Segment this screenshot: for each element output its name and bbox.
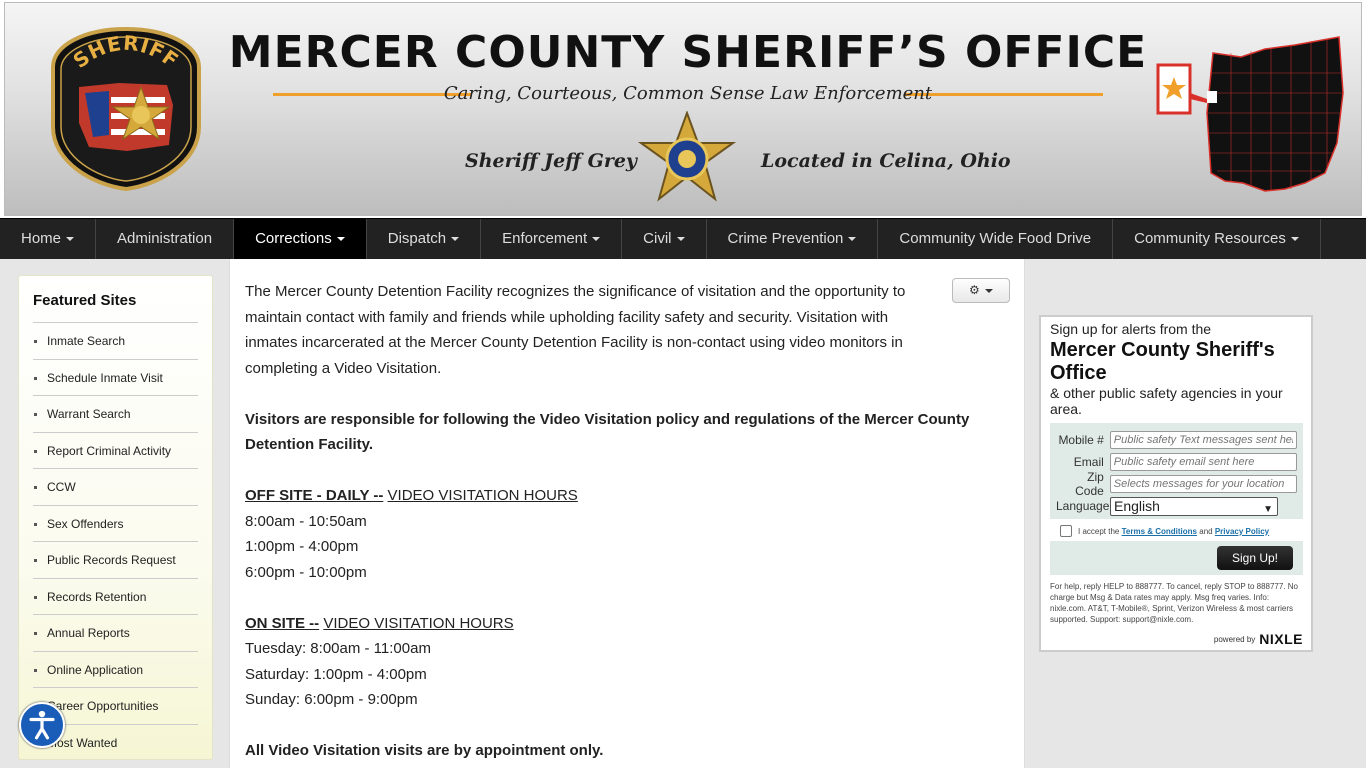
onsite-heading-label: ON SITE -- <box>245 614 320 632</box>
email-label: Email <box>1073 455 1104 469</box>
nav-community-resources[interactable] <box>1113 219 1321 259</box>
site-title: MERCER COUNTY SHERIFF’S OFFICE <box>228 27 1148 78</box>
zip-input[interactable] <box>1110 475 1297 493</box>
nav-dispatch-label: Dispatch <box>387 230 447 247</box>
nav-civil-label: Civil <box>643 230 672 247</box>
sidebar-item-inmate-search[interactable]: Inmate Search <box>33 323 198 360</box>
main-content <box>229 259 1025 768</box>
onsite-heading-hours: VIDEO VISITATION HOURS <box>323 614 514 632</box>
onsite-hours-tuesday: Tuesday: 8:00am - 11:00am <box>245 640 431 657</box>
offsite-heading <box>245 483 1009 509</box>
nav-corrections[interactable] <box>234 219 367 259</box>
nav-dispatch[interactable] <box>367 219 481 259</box>
onsite-hours-sunday: Sunday: 6:00pm - 9:00pm <box>245 691 418 708</box>
sheriff-name: Sheriff Jeff Grey <box>465 150 637 172</box>
nav-administration-label: Administration <box>117 230 213 247</box>
nav-corrections-label: Corrections <box>255 230 332 247</box>
nav-crime-prevention[interactable] <box>707 219 879 259</box>
sidebar-item-warrant-search[interactable]: Warrant Search <box>33 396 198 433</box>
sidebar-item-report-criminal-activity[interactable]: Report Criminal Activity <box>33 433 198 470</box>
svg-text:SHERIFF: SHERIFF <box>68 30 184 73</box>
terms-link[interactable]: Terms & Conditions <box>1121 526 1198 536</box>
settings-dropdown-button[interactable] <box>952 278 1010 303</box>
tagline-row <box>273 83 1103 107</box>
language-select[interactable] <box>1110 497 1278 516</box>
sidebar-item-most-wanted[interactable]: Most Wanted <box>33 725 198 761</box>
offsite-hours-1: 8:00am - 10:50am <box>245 512 367 530</box>
offsite-hours-2: 1:00pm - 4:00pm <box>245 538 359 555</box>
nav-administration[interactable] <box>96 219 234 259</box>
sidebar-item-records-retention[interactable]: Records Retention <box>33 579 198 616</box>
nixle-form <box>1050 423 1303 519</box>
terms-and: and <box>1199 526 1213 536</box>
onsite-hours-saturday: Saturday: 1:00pm - 4:00pm <box>245 665 427 683</box>
gear-icon: ⚙ <box>968 283 980 297</box>
nixle-powered-by <box>1214 631 1303 647</box>
signup-area <box>1050 541 1303 575</box>
sidebar-item-annual-reports[interactable]: Annual Reports <box>33 615 198 652</box>
zip-row <box>1056 470 1297 498</box>
chevron-down-icon <box>985 289 993 293</box>
main-navigation <box>0 218 1366 259</box>
sidebar-item-ccw[interactable]: CCW <box>33 469 198 506</box>
terms-prefix: I accept the <box>1078 526 1120 536</box>
sidebar-item-sex-offenders[interactable]: Sex Offenders <box>33 506 198 543</box>
zip-label: Zip Code <box>1075 470 1104 498</box>
chevron-down-icon <box>337 237 345 241</box>
chevron-down-icon <box>848 237 856 241</box>
onsite-heading <box>245 611 1009 637</box>
nav-civil[interactable] <box>622 219 706 259</box>
intro-paragraph: The Mercer County Detention Facility recognizes the significance of visitation and the opportunity to maintain contact with family and friends while upholding facility safety and security. Visitation with inmates incarcerated at the Mercer County Detention Facility is non-contact using video monitors in completing a Video Visitation. <box>245 283 906 377</box>
appointment-notice: All Video Visitation visits are by appointment only. <box>245 742 604 759</box>
mobile-input[interactable] <box>1110 431 1297 449</box>
star-badge-icon <box>637 111 737 207</box>
featured-sites-sidebar <box>18 275 213 760</box>
nixle-intro: Sign up for alerts from the <box>1050 321 1212 337</box>
sidebar-item-schedule-visit[interactable]: Schedule Inmate Visit <box>33 360 198 397</box>
nav-enforcement[interactable] <box>481 219 622 259</box>
chevron-down-icon <box>1291 237 1299 241</box>
accessibility-icon[interactable] <box>19 702 65 748</box>
mobile-row <box>1056 429 1297 451</box>
chevron-down-icon <box>66 237 74 241</box>
language-value: English <box>1114 497 1160 514</box>
nav-enforcement-label: Enforcement <box>502 230 588 247</box>
offsite-heading-hours: VIDEO VISITATION HOURS <box>387 487 578 504</box>
terms-checkbox[interactable] <box>1060 525 1072 537</box>
nav-food-drive[interactable] <box>878 219 1113 259</box>
offsite-heading-label: OFF SITE - DAILY -- <box>245 487 384 504</box>
nixle-agency-name: Mercer County Sheriff's Office <box>1050 339 1275 384</box>
nav-community-resources-label: Community Resources <box>1134 230 1286 247</box>
terms-row <box>1050 519 1303 539</box>
sidebar-item-public-records[interactable]: Public Records Request <box>33 542 198 579</box>
sidebar-title: Featured Sites <box>33 276 198 323</box>
nav-crime-prevention-label: Crime Prevention <box>727 230 844 247</box>
nixle-signup-widget <box>1039 315 1313 652</box>
nixle-subtext: & other public safety agencies in your area. <box>1050 385 1283 417</box>
site-header <box>0 0 1366 218</box>
sidebar-item-online-application[interactable]: Online Application <box>33 652 198 689</box>
header-banner <box>4 2 1362 216</box>
language-row <box>1056 495 1297 517</box>
chevron-down-icon <box>451 237 459 241</box>
sidebar-item-career-opportunities[interactable]: Career Opportunities <box>33 688 198 725</box>
chevron-down-icon: ▼ <box>1263 503 1273 515</box>
privacy-link[interactable]: Privacy Policy <box>1214 526 1270 536</box>
nixle-logo[interactable]: NIXLE <box>1259 631 1303 647</box>
nav-home[interactable] <box>0 219 96 259</box>
language-label: Language <box>1056 499 1110 513</box>
powered-by-label: powered by <box>1213 634 1256 644</box>
policy-statement: Visitors are responsible for following the Video Visitation policy and regulations of the Mercer County Detention Facility. <box>245 410 970 453</box>
offsite-hours-3: 6:00pm - 10:00pm <box>245 563 367 581</box>
chevron-down-icon <box>592 237 600 241</box>
signup-button[interactable]: Sign Up! <box>1217 546 1293 570</box>
nixle-help-text: For help, reply HELP to 888777. To cancel, reply STOP to 888777. No charge but Msg & Data rates may apply. Msg freq varies. Info: nixle.com. AT&T, T-Mobile®, Sprint, Verizon Wireless & most carriers supported. Support: support@nixle.com. <box>1050 582 1299 624</box>
chevron-down-icon <box>677 237 685 241</box>
mobile-label: Mobile # <box>1058 433 1104 447</box>
tagline: Caring, Courteous, Common Sense Law Enforcement <box>443 83 933 104</box>
nav-home-label: Home <box>21 230 62 247</box>
email-input[interactable] <box>1110 453 1297 471</box>
location-text: Located in Celina, Ohio <box>761 150 1011 172</box>
nav-food-drive-label: Community Wide Food Drive <box>899 230 1092 247</box>
